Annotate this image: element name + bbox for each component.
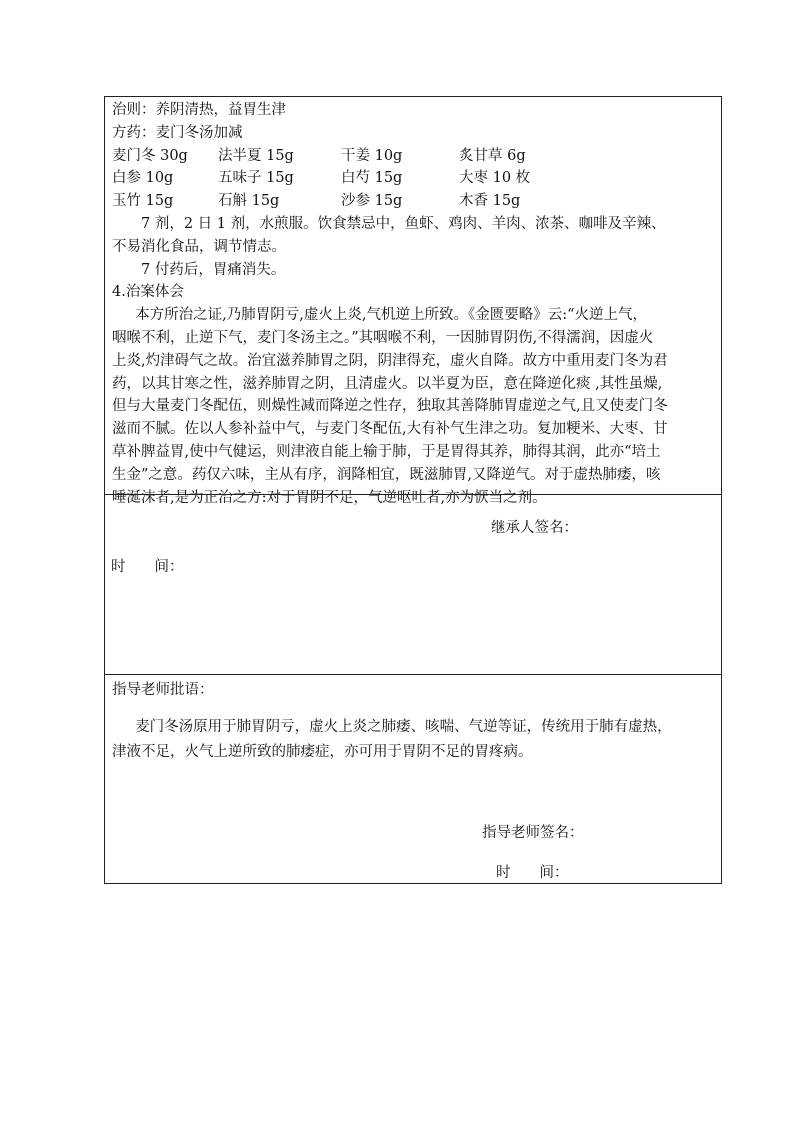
teacher-comment <box>112 715 672 764</box>
herb-item: 沙参 15g <box>341 193 403 210</box>
herb-item: 玉竹 15g <box>112 193 174 210</box>
herb-item: 干姜 10g <box>341 147 403 164</box>
outcome-text: 7 付药后，胃痛消失。 <box>141 261 286 278</box>
experience-text: 但与大量麦门冬配伍，则燥性减而降逆之性存，独取其善降肺胃虚逆之气,且又使麦门冬 <box>112 398 668 415</box>
case-content-cell <box>105 97 721 506</box>
herb-item: 石斛 15g <box>218 193 280 210</box>
herb-item: 炙甘草 6g <box>459 147 526 164</box>
experience-text: 咽喉不利，止逆下气，麦门冬汤主之。”其咽喉不利，一因肺胃阴伤,不得濡润，因虚火 <box>112 329 654 346</box>
experience-text: 唾涎沫者,是为正治之方:对于胃阴不足，气逆呕吐者,亦为恹当之剂。 <box>112 489 547 506</box>
teacher-comment-cell <box>105 674 721 884</box>
teacher-comment-text: 津液不足，火气上逆所致的肺痿症，亦可用于胃阴不足的胃疼病。 <box>112 743 533 760</box>
herb-item: 白芍 15g <box>341 170 403 187</box>
teacher-comment-text: 麦门冬汤原用于肺胃阴亏，虚火上炎之肺痿、咳喘、气逆等证，传统用于肺有虚热， <box>135 719 672 735</box>
prescription-title: 方药：麦门冬汤加减 <box>112 124 243 141</box>
herb-list <box>112 145 715 213</box>
herb-item: 木香 15g <box>459 193 521 210</box>
section-heading: 4.治案体会 <box>112 284 184 301</box>
successor-signature-cell <box>105 494 721 674</box>
time-label: 时 间： <box>496 865 569 881</box>
experience-text: 草补脾益胃,使中气健运，则津液自能上输于肺，于是胃得其养，肺得其润，此亦“培土 <box>112 443 661 460</box>
herb-item: 大枣 10 枚 <box>459 170 531 187</box>
time-label: 时 间： <box>111 559 184 575</box>
experience-text: 本方所治之证,乃肺胃阴亏,虚火上炎,气机逆上所致。《金匮要略》云:“火逆上气， <box>135 307 648 324</box>
herb-item: 五味子 15g <box>218 170 294 187</box>
herb-item: 麦门冬 30g <box>112 147 188 164</box>
experience-text: 生金”之意。药仅六味，主从有序，润降相宜，既滋肺胃,又降逆气。对于虚热肺痿，咳 <box>112 466 661 483</box>
teacher-signature-label: 指导老师签名： <box>482 825 584 841</box>
herb-item: 法半夏 15g <box>218 147 294 164</box>
experience-text: 药，以其甘寒之性，滋养肺胃之阴，且清虚火。以半夏为臣，意在降逆化痰 ,其性虽燥, <box>112 375 663 392</box>
record-table <box>104 96 722 884</box>
experience-text: 滋而不腻。佐以人参补益中气，与麦门冬配伍,大有补气生津之功。复加粳米、大枣、甘 <box>112 421 668 438</box>
successor-signature-label: 继承人签名： <box>491 520 578 536</box>
treatment-principle: 治则：养阴清热，益胃生津 <box>112 102 286 118</box>
dosage-text: 不易消化食品，调节情志。 <box>112 238 286 255</box>
herb-item: 白参 10g <box>112 170 174 187</box>
dosage-text: 7 剂，2 日 1 剂，水煎服。饮食禁忌中，鱼虾、鸡肉、羊肉、浓茶、咖啡及辛辣、 <box>141 215 666 232</box>
teacher-comment-label: 指导老师批语： <box>112 682 214 698</box>
experience-text: 上炎,灼津碍气之故。治宜滋养肺胃之阴，阴津得充，虚火自降。故方中重用麦门冬为君 <box>112 352 668 369</box>
